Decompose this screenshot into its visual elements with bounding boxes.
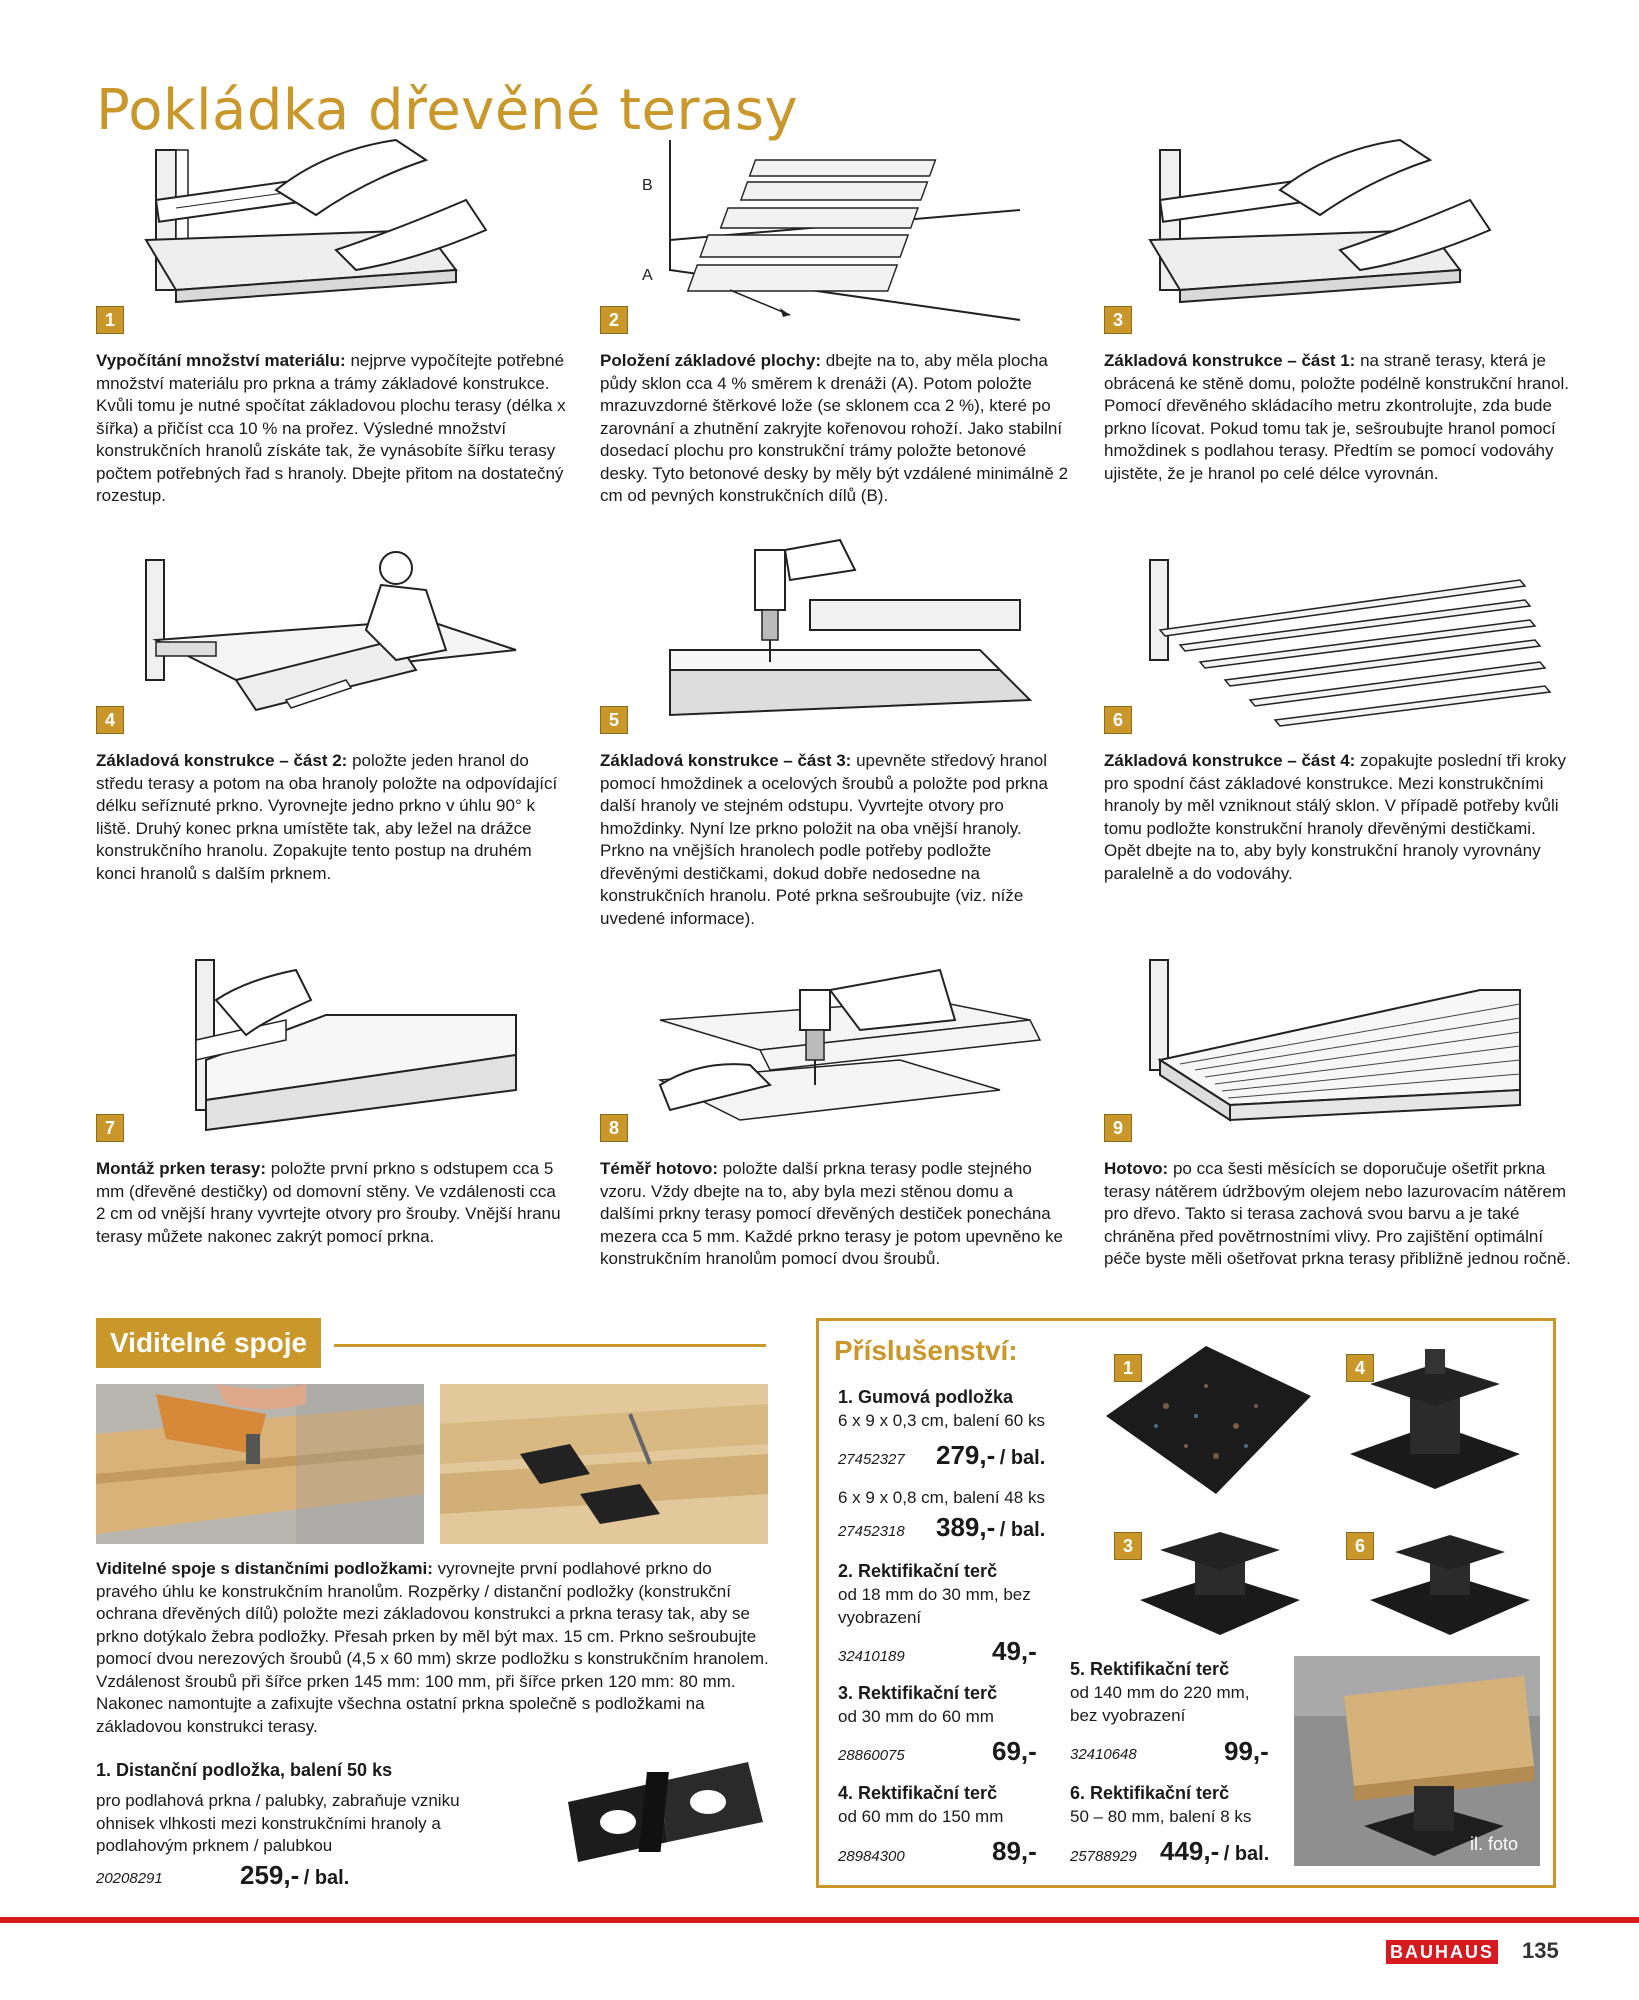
step-3-badge: 3 xyxy=(1104,306,1132,334)
step-9-illustration xyxy=(1100,935,1570,1165)
step-4-badge: 4 xyxy=(96,706,124,734)
step-7-body: položte první prkno s odstupem cca 5 mm (dřevěné destičky) od domovní stěny. Ve vzdálenosti cca 2 cm od vnější hrany vyvrtejte otvory pro šrouby. Vnější hranu terasy můžete nakonec zakrýt pomocí prkna. xyxy=(96,1159,561,1246)
step-3-text xyxy=(1104,350,1574,485)
accessory-5-title: 5. Rektifikační terč xyxy=(1070,1659,1230,1679)
acc-image-badge-3: 3 xyxy=(1114,1532,1142,1560)
step-6-illustration xyxy=(1100,520,1570,750)
step-2-heading: Položení základové plochy: xyxy=(600,351,822,370)
accessory-1-price-line xyxy=(936,1440,1045,1471)
accessories-heading: Příslušenství: xyxy=(834,1335,1018,1366)
step-3-heading: Základová konstrukce – část 1: xyxy=(1104,351,1356,370)
accessory-3-title: 3. Rektifikační terč xyxy=(838,1683,998,1703)
step-8-heading: Téměř hotovo: xyxy=(600,1159,719,1178)
step-6-text xyxy=(1104,750,1574,885)
step-5-badge: 5 xyxy=(600,706,628,734)
step-9-badge: 9 xyxy=(1104,1114,1132,1142)
step-4-heading: Základová konstrukce – část 2: xyxy=(96,751,348,770)
step-2-text xyxy=(600,350,1070,508)
step-4-body: položte jeden hranol do středu terasy a potom na oba hranoly položte na odpovídající délku seříznuté prkno. Vyrovnejte jedno prkno v úhlu 90° k liště. Druhý konec prkna umístěte tak, aby ležel na drážce konstrukčního hranolu. Zopakujte tento postup na druhém konci hranolů s dalším prknem. xyxy=(96,751,558,883)
accessory-1b-price-line xyxy=(936,1512,1045,1543)
accessory-item-1 xyxy=(838,1386,1078,1432)
accessory-1b-price: 389,- xyxy=(936,1512,996,1542)
accessory-item-6 xyxy=(1070,1782,1280,1828)
visible-joints-text xyxy=(96,1558,776,1738)
step-1-badge: 1 xyxy=(96,306,124,334)
accessory-2-title: 2. Rektifikační terč xyxy=(838,1561,998,1581)
accessory-4-title: 4. Rektifikační terč xyxy=(838,1783,998,1803)
photo-caption: il. foto xyxy=(1470,1834,1519,1854)
acc-image-badge-6: 6 xyxy=(1346,1532,1374,1560)
accessory-2-price: 49,- xyxy=(992,1636,1037,1666)
step-2-illustration xyxy=(600,120,1070,350)
accessory-6-code: 25788929 xyxy=(1070,1848,1137,1865)
step-5-text xyxy=(600,750,1070,930)
accessory-5-code: 32410648 xyxy=(1070,1746,1137,1763)
visible-joints-body-heading: Viditelné spoje s distančními podložkami: xyxy=(96,1559,433,1578)
step-7-text xyxy=(96,1158,566,1248)
accessory-6-title: 6. Rektifikační terč xyxy=(1070,1783,1230,1803)
label-b: B xyxy=(642,177,653,194)
step-6-body: zopakujte poslední tři kroky pro spodní část základové konstrukce. Mezi konstrukčními hranoly by měl vzniknout stálý sklon. V případě potřeby kvůli tomu podložte konstrukční hranoly dřevěnými destičkami. Opět dbejte na to, aby byly konstrukční hranoly vyrovnány paralelně a do vodováhy. xyxy=(1104,751,1567,883)
step-4-illustration xyxy=(96,520,566,750)
spacer-product-price: 259,- xyxy=(240,1860,300,1890)
step-8-text xyxy=(600,1158,1070,1271)
accessory-3-price: 69,- xyxy=(992,1736,1037,1766)
step-8-body: položte další prkna terasy podle stejného vzoru. Vždy dbejte na to, aby byla mezi stěnou domu a dalšími prkny terasy pomocí dřevěných destiček ponechána mezera cca 5 mm. Každé prkno terasy je potom upevněno ke konstrukčním hranolům pomocí dvou šroubů. xyxy=(600,1159,1064,1268)
accessory-6-price: 449,- xyxy=(1160,1836,1220,1866)
accessory-1b-unit: / bal. xyxy=(999,1519,1046,1541)
step-1-text xyxy=(96,350,566,508)
step-6-heading: Základová konstrukce – část 4: xyxy=(1104,751,1356,770)
visible-joints-heading: Viditelné spoje xyxy=(96,1318,321,1368)
page-number: 135 xyxy=(1522,1938,1559,1963)
accessory-4-code: 28984300 xyxy=(838,1848,905,1865)
drill-photo xyxy=(96,1384,424,1544)
accessory-item-4 xyxy=(838,1782,1058,1828)
step-3-body: na straně terasy, která je obrácená ke stěně domu, položte podélně konstrukční hranol. Pomocí dřevěného skládacího metru zkontrolujte, zda bude prkno lícovat. Pokud tomu tak je, sešroubujte hranol pomocí hmoždinek s podlahou terasy. Předtím se pomocí vodováhy ujistěte, že je hranol po celé délce vyrovnán. xyxy=(1104,351,1569,483)
accessory-item-2 xyxy=(838,1560,1038,1629)
spacer-product-code: 20208291 xyxy=(96,1870,163,1887)
step-1-heading: Vypočítání množství materiálu: xyxy=(96,351,346,370)
step-2-body: dbejte na to, aby měla plocha půdy sklon cca 4 % směrem k drenáži (A). Potom položte mrazuvzdorné štěrkové lože (se sklonem cca 2 %), které po zarovnání a zhutnění zakryjte kořenovou rohoží. Jako stabilní dosedací plochu pro konstrukční trámy položte betonové desky. Tyto betonové desky by měly být vzdálené minimálně 2 cm od pevných konstrukčních dílů (B). xyxy=(600,351,1069,505)
spacer-photo xyxy=(440,1384,768,1544)
accessory-item-1b xyxy=(838,1486,1078,1509)
step-7-badge: 7 xyxy=(96,1114,124,1142)
spacer-product-desc: pro podlahová prkna / palubky, zabraňuje vzniku ohnisek vlhkosti mezi konstrukčními hranoly a podlahovým prknem / palubkou xyxy=(96,1791,460,1855)
accessory-5-desc: od 140 mm do 220 mm, bez vyobrazení xyxy=(1070,1683,1250,1725)
spacer-product-unit: / bal. xyxy=(303,1867,350,1889)
accessory-6-unit: / bal. xyxy=(1223,1843,1270,1865)
step-5-heading: Základová konstrukce – část 3: xyxy=(600,751,852,770)
spacer-product-image xyxy=(548,1762,774,1872)
spacer-product-price-line xyxy=(240,1860,349,1891)
step-8-badge: 8 xyxy=(600,1114,628,1142)
step-2-badge: 2 xyxy=(600,306,628,334)
step-8-illustration xyxy=(600,935,1070,1165)
step-9-heading: Hotovo: xyxy=(1104,1159,1169,1178)
accessory-4-desc: od 60 mm do 150 mm xyxy=(838,1807,1004,1826)
accessory-1-unit: / bal. xyxy=(999,1447,1046,1469)
accessory-1b-desc: 6 x 9 x 0,8 cm, balení 48 ks xyxy=(838,1488,1045,1507)
step-9-body: po cca šesti měsících se doporučuje ošetřit prkna terasy nátěrem údržbovým olejem nebo lazurovacím nátěrem pro dřevo. Takto si terasa zachová svou barvu a je také chráněna před povětrnostními vlivy. Pro zajištění optimální péče byste měli ošetřovat prkna terasy přibližně jednou ročně. xyxy=(1104,1159,1571,1268)
step-5-body: upevněte středový hranol pomocí hmoždinek a ocelových šroubů a položte pod prkna další hranoly ve stejném odstupu. Vyvrtejte otvory pro hmoždinky. Nyní lze prkno položit na oba vnější hranoly. Prkno na vnějších hranolech podle potřeby podložte dřevěnými destičkami, dokud dobře nedosedne na konstrukčních hranolu. Poté prkna sešroubujte (viz. níže uvedené informace). xyxy=(600,751,1048,928)
step-1-illustration xyxy=(96,120,566,350)
pedestal-6-image xyxy=(1360,1520,1540,1640)
accessory-1b-code: 27452318 xyxy=(838,1523,905,1540)
accessory-1-title: 1. Gumová podložka xyxy=(838,1387,1014,1407)
page-title: Pokládka dřevěné terasy xyxy=(96,78,799,143)
step-7-heading: Montáž prken terasy: xyxy=(96,1159,267,1178)
accessory-1-desc: 6 x 9 x 0,3 cm, balení 60 ks xyxy=(838,1411,1045,1430)
accessory-3-desc: od 30 mm do 60 mm xyxy=(838,1707,994,1726)
footer-rule xyxy=(0,1917,1639,1923)
accessory-4-price: 89,- xyxy=(992,1836,1037,1866)
bauhaus-logo: BAUHAUS xyxy=(1386,1940,1498,1964)
accessory-1-code: 27452327 xyxy=(838,1451,905,1468)
visible-joints-body: vyrovnejte první podlahové prkno do pravého úhlu ke konstrukčním hranolům. Rozpěrky / distanční podložky (konstrukční ochrana dřevěných dílů) položte mezi základovou konstrukci a prkna terasy tak, aby se prkno dotýkalo žebra podložky. Přesah prken by měl být max. 15 cm. Prkno sešroubujte pomocí dvou nerezových šroubů (4,5 x 60 mm) skrze podložku s konstrukčním hranolem. Vzdálenost šroubů při šířce prken 145 mm: 100 mm, při šířce prken 120 mm: 80 mm. Nakonec namontujte a zafixujte všechna ostatní prkna společně s podložkami na základovou konstrukci terasy. xyxy=(96,1559,769,1736)
step-5-illustration xyxy=(600,520,1070,750)
accessory-6-price-line xyxy=(1160,1836,1269,1867)
accessory-2-desc: od 18 mm do 30 mm, bez vyobrazení xyxy=(838,1585,1031,1627)
step-7-illustration xyxy=(96,935,566,1165)
accessory-5-price: 99,- xyxy=(1224,1736,1269,1766)
accessory-2-code: 32410189 xyxy=(838,1648,905,1665)
label-a: A xyxy=(642,267,653,284)
visible-joints-divider xyxy=(334,1344,766,1347)
spacer-product-title: 1. Distanční podložka, balení 50 ks xyxy=(96,1760,393,1780)
accessory-1-price: 279,- xyxy=(936,1440,996,1470)
step-4-text xyxy=(96,750,566,885)
step-9-text xyxy=(1104,1158,1574,1271)
accessory-item-5 xyxy=(1070,1658,1280,1727)
accessory-3-code: 28860075 xyxy=(838,1747,905,1764)
acc-image-badge-4: 4 xyxy=(1346,1354,1374,1382)
accessory-6-desc: 50 – 80 mm, balení 8 ks xyxy=(1070,1807,1252,1826)
accessory-item-3 xyxy=(838,1682,1058,1728)
pedestal-3-image xyxy=(1130,1520,1310,1640)
step-1-body: nejprve vypočítejte potřebné množství materiálu pro prkna a trámy základové konstrukce. Kvůli tomu je nutné spočítat základovou plochu terasy (délka x šířka) a přičíst cca 10 % na prořez. Výsledné množství konstrukčních hranolů získáte tak, že vynásobíte šířku terasy počtem potřebných řad s hranoly. Dbejte přitom na dostatečný rozestup. xyxy=(96,351,566,505)
step-3-illustration xyxy=(1100,120,1570,350)
acc-image-badge-1: 1 xyxy=(1114,1354,1142,1382)
step-6-badge: 6 xyxy=(1104,706,1132,734)
